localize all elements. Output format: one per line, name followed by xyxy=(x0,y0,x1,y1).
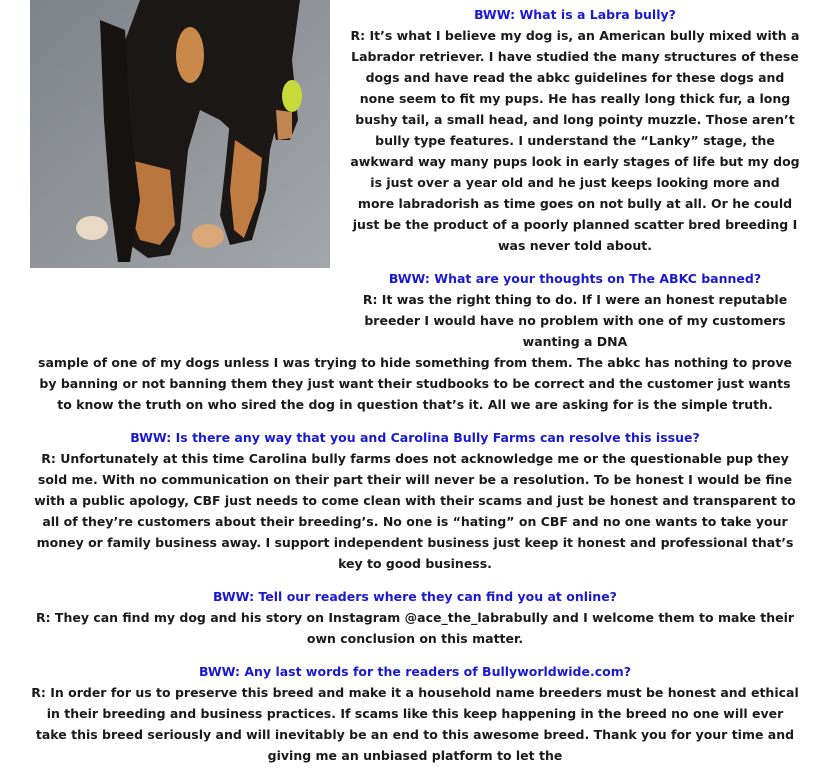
answer-text: R: Unfortunately at this time Carolina bully farms does not acknowledge me or the questionable pup they sold me. With no communication on their part their will never be a resolution. To be honest I would be fine with a public apology, CBF just needs to come clean with their scams and just be honest and transparent to all of they’re customers about their breeding’s. No one is “hating” on CBF and no one wants to take your money or family business away. I support independent business just keep it honest and professional that’s key to good business. xyxy=(34,451,796,571)
question-heading: BWW: Is there any way that you and Carolina Bully Farms can resolve this issue? xyxy=(130,430,700,445)
answer-text: R: They can find my dog and his story on Instagram @ace_the_labrabully and I welcome them to make their own conclusion on this matter. xyxy=(35,610,795,646)
qa-block-3 xyxy=(30,427,800,574)
qa-block-4 xyxy=(30,586,800,649)
qa-block-1 xyxy=(350,4,800,256)
question-heading: BWW: What is a Labra bully? xyxy=(474,7,676,22)
question-heading: BWW: Tell our readers where they can find you at online? xyxy=(213,589,617,604)
interview-text xyxy=(30,4,800,778)
question-heading: BWW: What are your thoughts on The ABKC banned? xyxy=(388,271,762,286)
qa-block-2 xyxy=(30,268,800,415)
answer-text: R: It’s what I believe my dog is, an American bully mixed with a Labrador retriever. I have studied the many structures of these dogs and have read the abkc guidelines for these dogs and none seem to fit my pups. He has really long thick fur, a long bushy tail, a small head, and long pointy muzzle. Those aren’t bully type features. I understand the “Lanky” stage, the awkward way many pups look in early stages of life but my dog is just over a year old and he just keeps looking more and more labradorish as time goes on not bully at all. Or he could just be the product of a poorly planned scatter bred breeding I was never told about. xyxy=(350,28,800,253)
answer-text: R: It was the right thing to do. If I were an honest reputable breeder I would have no problem with one of my customers wanting a DNA xyxy=(362,292,788,349)
answer-text-continued: sample of one of my dogs unless I was trying to hide something from them. The abkc has nothing to prove by banning or not banning them they just want their studbooks to be correct and the customer just wants to know the truth on who sired the dog in question that’s it. All we are asking for is the simple truth. xyxy=(38,355,792,412)
qa-block-5 xyxy=(30,661,800,766)
answer-text: R: In order for us to preserve this breed and make it a household name breeders must be honest and ethical in their breeding and business practices. If scams like this keep happening in the breed no one will ever take this breed seriously and will inevitably be an end to this awesome breed. Thank you for your time and giving me an unbiased platform to let the xyxy=(31,685,799,763)
question-heading: BWW: Any last words for the readers of Bullyworldwide.com? xyxy=(198,664,632,679)
